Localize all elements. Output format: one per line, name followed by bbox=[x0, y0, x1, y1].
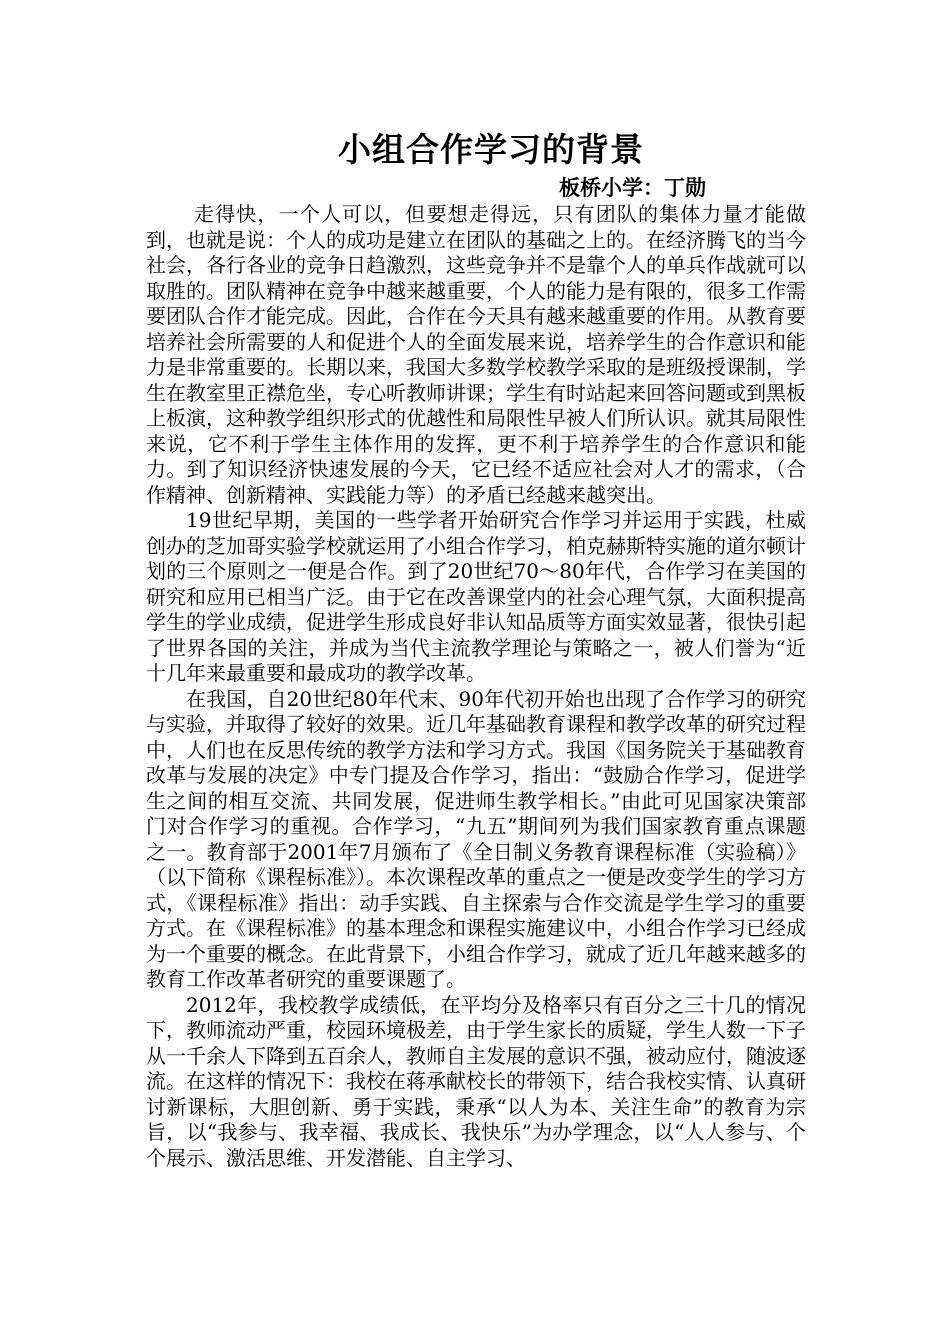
document-body bbox=[146, 126, 806, 1171]
paragraph-1: 走得快，一个人可以，但要想走得远，只有团队的集体力量才能做到，也就是说：个人的成功是建立在团队的基础之上的。在经济腾飞的当今社会，各行各业的竞争日趋激烈，这些竞争并不是靠个人的单兵作战就可以取胜的。团队精神在竞争中越来越重要，个人的能力是有限的，很多工作需要团队合作才能完成。因此，合作在今天具有越来越重要的作用。从教育要培养社会所需要的人和促进个人的全面发展来说，培养学生的合作意识和能力是非常重要的。长期以来，我国大多数学校教学采取的是班级授课制，学生在教室里正襟危坐，专心听教师讲课；学生有时站起来回答问题或到黑板上板演，这种教学组织形式的优越性和局限性早被人们所认识。就其局限性来说，它不利于学生主体作用的发挥，更不利于培养学生的合作意识和能力。到了知识经济快速发展的今天，它已经不适应社会对人才的需求，（合作精神、创新精神、实践能力等）的矛盾已经越来越突出。 bbox=[146, 202, 806, 507]
paragraph-3: 在我国，自20世纪80年代末、90年代初开始也出现了合作学习的研究与实验，并取得了较好的效果。近几年基础教育课程和教学改革的研究过程中，人们也在反思传统的教学方法和学习方式。我国《国务院关于基础教育改革与发展的决定》中专门提及合作学习，指出：“鼓励合作学习，促进学生之间的相互交流、共同发展，促进师生教学相长。”由此可见国家决策部门对合作学习的重视。合作学习，“九五”期间列为我们国家教育重点课题之一。教育部于2001年7月颁布了《全日制义务教育课程标准（实验稿）》（以下简称《课程标准》）。本次课程改革的重点之一便是改变学生的学习方式，《课程标准》指出：动手实践、自主探索与合作交流是学生学习的重要方式。在《课程标准》的基本理念和课程实施建议中，小组合作学习已经成为一个重要的概念。在此背景下，小组合作学习，就成了近几年越来越多的教育工作改革者研究的重要课题了。 bbox=[146, 686, 806, 991]
document-title: 小组合作学习的背景 bbox=[338, 130, 644, 169]
paragraph-4: 2012年，我校教学成绩低，在平均分及格率只有百分之三十几的情况下，教师流动严重，校园环境极差，由于学生家长的质疑，学生人数一下子从一千余人下降到五百余人，教师自主发展的意识不强，被动应付，随波逐流。在这样的情况下：我校在蒋承献校长的带领下，结合我校实情、认真研讨新课标，大胆创新、勇于实践，秉承“以人为本、关注生命”的教育为宗旨，以“我参与、我幸福、我成长、我快乐”为办学理念，以“人人参与、个个展示、激活思维、开发潜能、自主学习、 bbox=[146, 992, 806, 1170]
paragraph-2: 19世纪早期，美国的一些学者开始研究合作学习并运用于实践，杜威创办的芝加哥实验学校就运用了小组合作学习，柏克赫斯特实施的道尔顿计划的三个原则之一便是合作。到了20世纪70～80年代，合作学习在美国的研究和应用已相当广泛。由于它在改善课堂内的社会心理气氛，大面积提高学生的学业成绩，促进学生形成良好非认知品质等方面实效显著，很快引起了世界各国的关注，并成为当代主流教学理论与策略之一，被人们誉为“近十几年来最重要和最成功的教学改革。 bbox=[146, 508, 806, 685]
document-author: 板桥小学：丁勋 bbox=[559, 175, 706, 200]
